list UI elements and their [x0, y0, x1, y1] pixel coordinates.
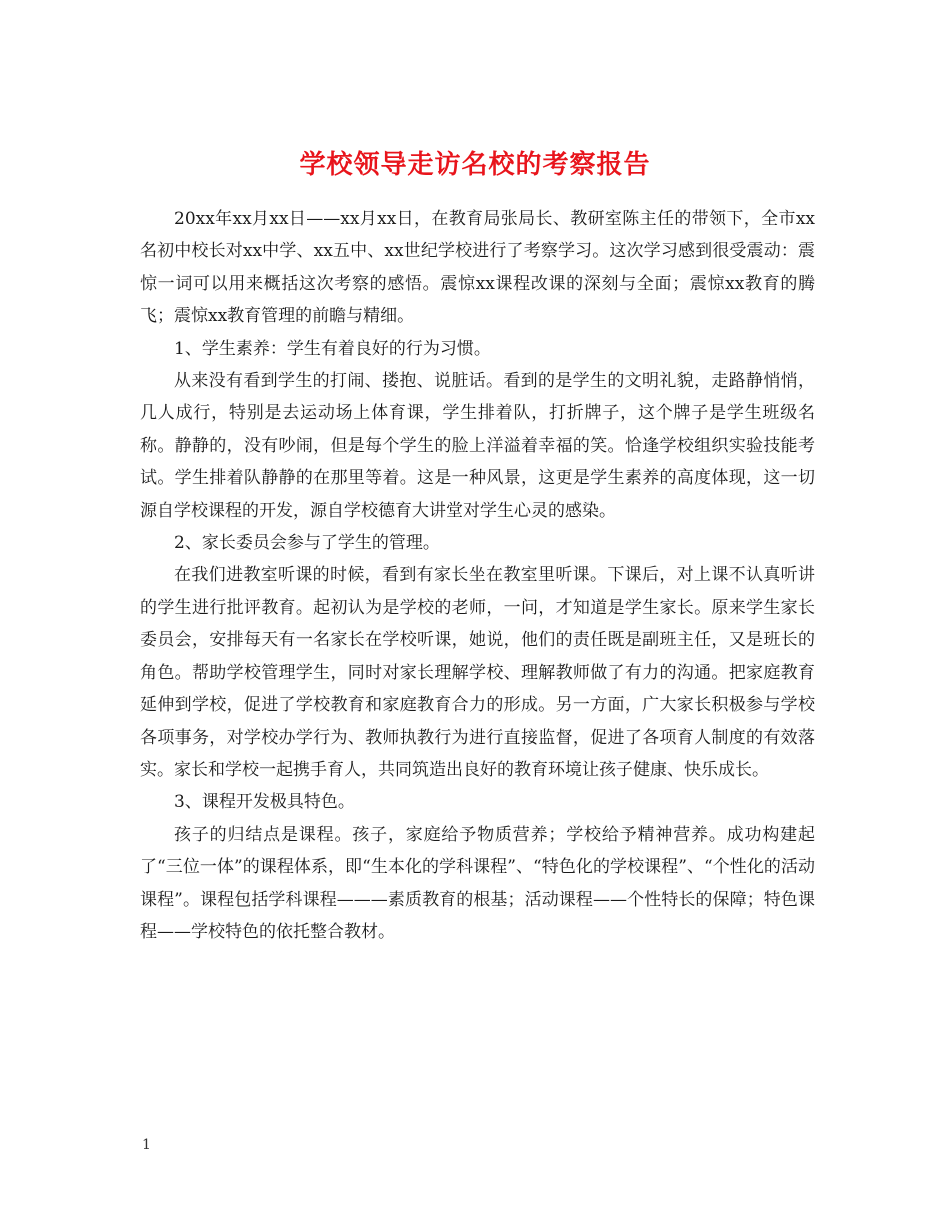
paragraph-section-2: 在我们进教室听课的时候，看到有家长坐在教室里听课。下课后，对上课不认真听讲的学生进行批评教育。起初认为是学校的老师，一问，才知道是学生家长。原来学生家长委员会，安排每天有一名家长在学校听课，她说，他们的责任既是副班主任，又是班长的角色。帮助学校管理学生，同时对家长理解学校、理解教师做了有力的沟通。把家庭教育延伸到学校，促进了学校教育和家庭教育合力的形成。另一方面，广大家长积极参与学校各项事务，对学校办学行为、教师执教行为进行直接监督，促进了各项育人制度的有效落实。家长和学校一起携手育人，共同筑造出良好的教育环境让孩子健康、快乐成长。	[140, 565, 815, 780]
paragraph-section-1: 从来没有看到学生的打闹、搂抱、说脏话。看到的是学生的文明礼貌，走路静悄悄，几人成行，特别是去运动场上体育课，学生排着队，打折牌子，这个牌子是学生班级名称。静静的，没有吵闹，但是每个学生的脸上洋溢着幸福的笑。恰逢学校组织实验技能考试。学生排着队静静的在那里等着。这是一种风景，这更是学生素养的高度体现，这一切源自学校课程的开发，源自学校德育大讲堂对学生心灵的感染。	[140, 371, 815, 521]
section-heading-1: 1、学生素养：学生有着良好的行为习惯。	[174, 338, 491, 359]
page-number: 1	[142, 1137, 151, 1153]
document-body	[140, 203, 815, 948]
section-heading-2: 2、家长委员会参与了学生的管理。	[174, 533, 440, 554]
paragraph-section-3: 孩子的归结点是课程。孩子，家庭给予物质营养；学校给予精神营养。成功构建起了“三位一体”的课程体系，即“生本化的学科课程”、“特色化的学校课程”、“个性化的活动课程”。课程包括学科课程———素质教育的根基；活动课程——个性特长的保障；特色课程——学校特色的依托整合教材。	[140, 824, 815, 942]
paragraph-intro: 20xx年xx月xx日——xx月xx日，在教育局张局长、教研室陈主任的带领下，全市xx名初中校长对xx中学、xx五中、xx世纪学校进行了考察学习。这次学习感到很受震动：震惊一词可以用来概括这次考察的感悟。震惊xx课程改课的深刻与全面；震惊xx教育的腾飞；震惊xx教育管理的前瞻与精细。	[140, 209, 815, 327]
document-title: 学校领导走访名校的考察报告	[299, 150, 651, 181]
section-heading-3: 3、课程开发极具特色。	[174, 792, 355, 813]
